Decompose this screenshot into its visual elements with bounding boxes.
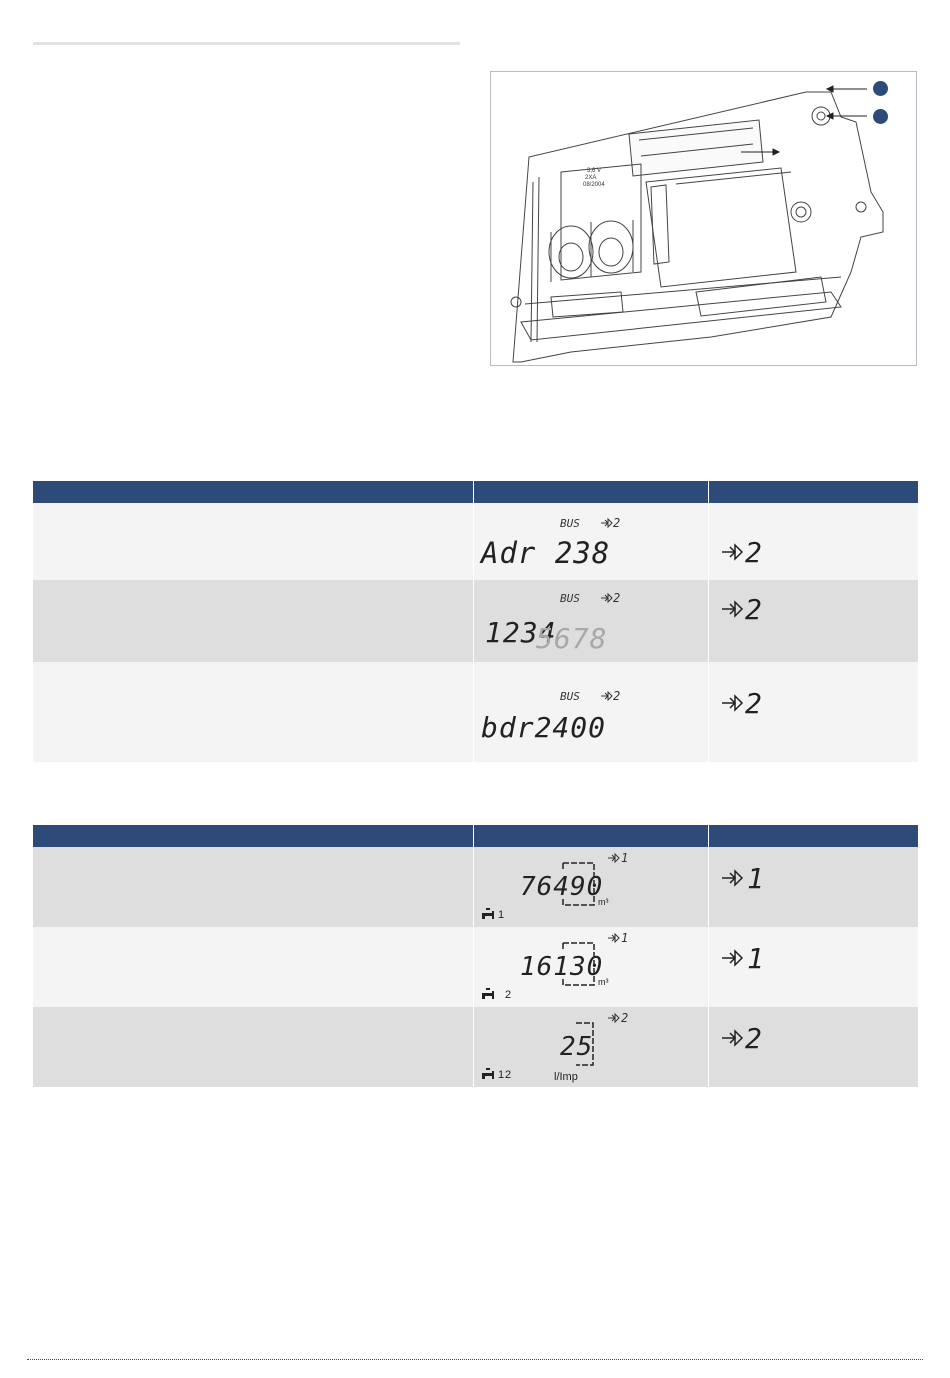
- callout-dot-1: [873, 81, 888, 96]
- lcd-channel: 2: [613, 689, 621, 703]
- lcd-channel: 1: [621, 931, 629, 945]
- lcd-bus-label: BUS: [560, 690, 580, 703]
- arrow-into-meter-icon: [721, 543, 745, 561]
- lcd-main-value: 16130: [520, 952, 604, 982]
- lcd-channel: 2: [613, 591, 621, 605]
- pulse-input-table: [33, 825, 918, 1087]
- result-value: 2: [745, 593, 763, 626]
- table-row: [33, 503, 918, 580]
- callout-dot-2: [873, 109, 888, 124]
- tap-number-ghost: 2: [505, 1069, 512, 1081]
- result-value: 2: [745, 1022, 763, 1055]
- lcd-decimal-frame: [573, 1021, 598, 1067]
- table-row: [33, 662, 918, 762]
- lcd-channel: 1: [621, 851, 629, 865]
- result-value: 2: [745, 687, 763, 720]
- arrow-into-meter-icon: [608, 933, 620, 943]
- arrow-into-meter-icon: [608, 853, 620, 863]
- tap-number: 1: [498, 1069, 505, 1081]
- arrow-into-meter-icon: [721, 1029, 745, 1047]
- water-tap-icon: [481, 988, 497, 1000]
- lcd-decimal-frame: [558, 861, 598, 907]
- meter-drawing: [491, 72, 917, 366]
- unit-label: m³: [598, 897, 609, 907]
- lcd-bus-label: BUS: [560, 517, 580, 530]
- table-row: [33, 1007, 918, 1087]
- table-row: [33, 580, 918, 662]
- footer-divider: [27, 1359, 923, 1360]
- arrow-into-meter-icon: [721, 694, 745, 712]
- arrow-into-meter-icon: [721, 949, 745, 967]
- battery-label-line: 2XA: [585, 175, 597, 181]
- tap-number: 2: [505, 989, 512, 1001]
- arrow-into-meter-icon: [721, 600, 745, 618]
- lcd-bus-label: BUS: [560, 592, 580, 605]
- table-row: [33, 927, 918, 1007]
- arrow-into-meter-icon: [608, 1013, 620, 1023]
- battery-label-line: 3,6 V: [587, 168, 602, 174]
- lcd-decimal-frame: [558, 941, 598, 987]
- result-value: 1: [747, 942, 765, 975]
- lcd-main-value: 25: [560, 1032, 594, 1062]
- water-tap-icon: [481, 1068, 497, 1080]
- arrow-into-meter-icon: [601, 518, 613, 528]
- result-value: 1: [747, 862, 765, 895]
- table-row: [33, 847, 918, 927]
- water-tap-icon: [481, 908, 497, 920]
- unit-label: m³: [598, 977, 609, 987]
- bus-settings-table: [33, 481, 918, 762]
- lcd-main-value: bdr2400: [481, 711, 607, 744]
- arrow-into-meter-icon: [721, 869, 745, 887]
- lcd-channel: 2: [621, 1011, 629, 1025]
- arrow-into-meter-icon: [601, 593, 613, 603]
- table-header: [33, 825, 918, 847]
- meter-illustration: [490, 71, 917, 366]
- lcd-main-value: 76490: [520, 872, 604, 902]
- section-divider: [33, 42, 460, 45]
- lcd-main-value: Adr 238: [481, 536, 611, 570]
- unit-label: l/Imp: [554, 1071, 578, 1083]
- lcd-channel: 2: [613, 516, 621, 530]
- result-value: 2: [745, 536, 763, 569]
- lcd-ghost-value: 5678: [536, 622, 608, 655]
- lcd-main-value: 1234: [485, 616, 557, 649]
- tap-number: 1: [498, 909, 505, 921]
- table-header: [33, 481, 918, 503]
- battery-label-line: 08/2004: [583, 182, 605, 188]
- arrow-into-meter-icon: [601, 691, 613, 701]
